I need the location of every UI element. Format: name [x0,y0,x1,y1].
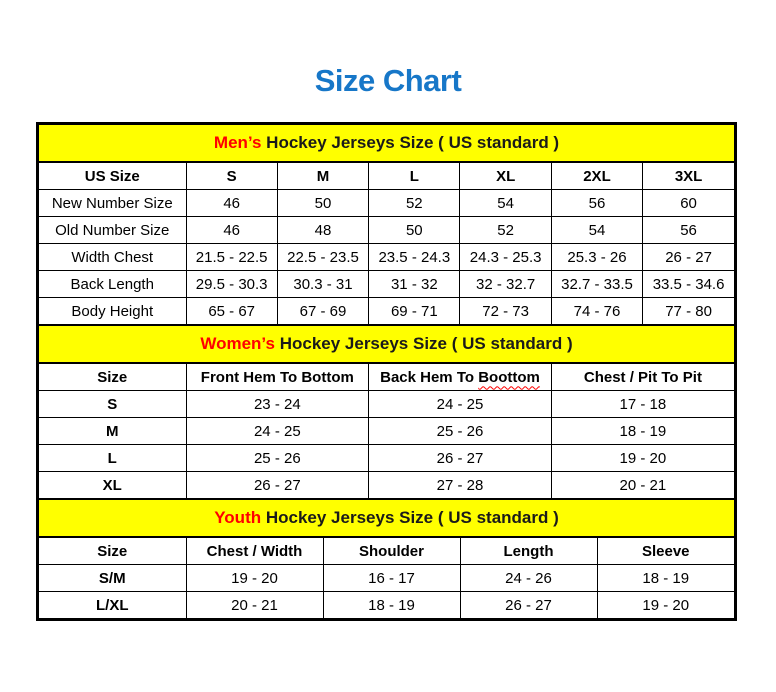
youth-band-highlight: Youth [214,508,262,527]
table-cell: 23 - 24 [186,391,369,418]
row-label: Old Number Size [39,217,186,244]
youth-section-band [39,498,734,538]
youth-band-text: Hockey Jerseys Size ( US standard ) [261,508,559,527]
table-cell: 18 - 19 [323,592,460,619]
table-row [39,298,734,325]
table-cell: 46 [186,190,277,217]
table-cell: 32 - 32.7 [460,271,551,298]
table-cell: 26 - 27 [186,472,369,499]
column-header: XL [460,163,551,190]
table-cell: 54 [460,190,551,217]
table-cell: 22.5 - 23.5 [277,244,368,271]
table-cell: 33.5 - 34.6 [643,271,734,298]
column-header: Chest / Width [186,538,323,565]
table-row [39,217,734,244]
column-header: S [186,163,277,190]
table-cell: 18 - 19 [597,565,734,592]
table-cell: 27 - 28 [369,472,552,499]
row-label: New Number Size [39,190,186,217]
page-title: Size Chart [314,63,462,98]
table-cell: 74 - 76 [551,298,642,325]
womens-band-highlight: Women’s [200,334,275,353]
table-cell: 50 [369,217,460,244]
column-header: Shoulder [323,538,460,565]
table-cell: 24.3 - 25.3 [460,244,551,271]
table-cell: 17 - 18 [551,391,734,418]
table-cell: 52 [369,190,460,217]
womens-section-band [39,324,734,364]
column-header: 3XL [643,163,734,190]
table-cell: 30.3 - 31 [277,271,368,298]
womens-band-text: Hockey Jerseys Size ( US standard ) [274,334,573,353]
table-cell: 26 - 27 [643,244,734,271]
table-cell: 25.3 - 26 [551,244,642,271]
row-label: Width Chest [39,244,186,271]
youth-size-table [39,538,734,618]
table-cell: 24 - 25 [186,418,369,445]
table-cell: 19 - 20 [186,565,323,592]
row-label: S/M [39,565,186,592]
table-cell: 24 - 25 [369,391,552,418]
column-header-text: Back Hem To [380,368,475,386]
table-cell: 77 - 80 [643,298,734,325]
table-cell: 52 [460,217,551,244]
table-cell: 16 - 17 [323,565,460,592]
table-cell: 54 [551,217,642,244]
table-cell: 46 [186,217,277,244]
womens-size-table [39,364,734,498]
misspelled-word: Boottom [478,368,540,386]
table-cell: 23.5 - 24.3 [369,244,460,271]
table-cell: 20 - 21 [186,592,323,619]
column-header: M [277,163,368,190]
row-label: Back Length [39,271,186,298]
column-header: Size [39,364,186,391]
row-label: S [39,391,186,418]
table-cell: 69 - 71 [369,298,460,325]
size-chart-tables [36,122,737,621]
table-row [39,190,734,217]
mens-section-band [39,125,734,163]
table-cell: 19 - 20 [597,592,734,619]
mens-band-text: Hockey Jerseys Size ( US standard ) [261,133,560,152]
column-header: US Size [39,163,186,190]
mens-band-highlight: Men’s [213,133,262,152]
column-header: Sleeve [597,538,734,565]
column-header [369,364,552,391]
row-label: Body Height [39,298,186,325]
column-header: L [369,163,460,190]
table-row [39,418,734,445]
row-label: XL [39,472,186,499]
row-label: L/XL [39,592,186,619]
table-cell: 31 - 32 [369,271,460,298]
table-cell: 60 [643,190,734,217]
table-cell: 26 - 27 [460,592,597,619]
column-header: Size [39,538,186,565]
table-cell: 24 - 26 [460,565,597,592]
table-row [39,244,734,271]
table-row [39,472,734,499]
table-row [39,445,734,472]
row-label: M [39,418,186,445]
row-label: L [39,445,186,472]
table-cell: 19 - 20 [551,445,734,472]
table-cell: 20 - 21 [551,472,734,499]
table-row [39,271,734,298]
table-cell: 21.5 - 22.5 [186,244,277,271]
table-row [39,565,734,592]
table-cell: 56 [643,217,734,244]
table-cell: 50 [277,190,368,217]
womens-header-row [39,364,734,391]
mens-header-row [39,163,734,190]
table-cell: 65 - 67 [186,298,277,325]
table-cell: 26 - 27 [369,445,552,472]
mens-size-table [39,163,734,324]
table-cell: 18 - 19 [551,418,734,445]
table-cell: 48 [277,217,368,244]
table-cell: 67 - 69 [277,298,368,325]
table-cell: 25 - 26 [186,445,369,472]
table-row [39,391,734,418]
table-cell: 25 - 26 [369,418,552,445]
table-cell: 72 - 73 [460,298,551,325]
column-header: Chest / Pit To Pit [551,364,734,391]
column-header: Front Hem To Bottom [186,364,369,391]
youth-header-row [39,538,734,565]
table-cell: 29.5 - 30.3 [186,271,277,298]
table-cell: 32.7 - 33.5 [551,271,642,298]
table-row [39,592,734,619]
column-header: 2XL [551,163,642,190]
column-header: Length [460,538,597,565]
table-cell: 56 [551,190,642,217]
